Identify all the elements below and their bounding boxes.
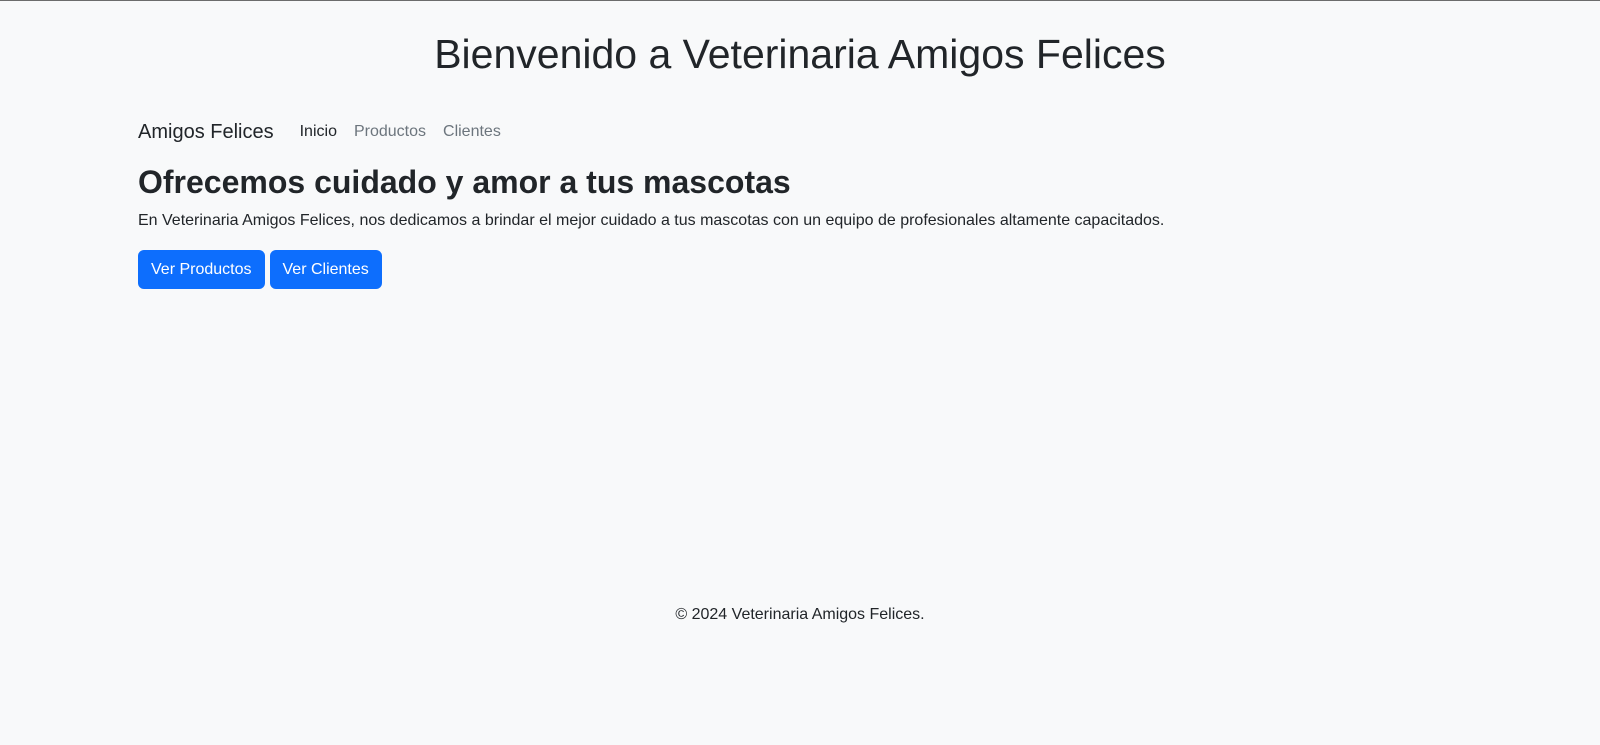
nav-link-productos[interactable]: Productos [353, 123, 427, 140]
hero-buttons [138, 250, 387, 289]
page-title: Bienvenido a Veterinaria Amigos Felices [434, 31, 1166, 77]
hero-title: Ofrecemos cuidado y amor a tus mascotas [138, 164, 791, 200]
hero-description: En Veterinaria Amigos Felices, nos dedicamos a brindar el mejor cuidado a tus mascotas con un equipo de profesionales altamente capacitados. [138, 212, 1165, 229]
nav-link-inicio[interactable]: Inicio [299, 123, 337, 140]
ver-productos-button[interactable]: Ver Productos [138, 250, 265, 289]
navbar-brand[interactable]: Amigos Felices [138, 121, 274, 143]
navbar [138, 117, 518, 147]
footer-copyright: © 2024 Veterinaria Amigos Felices. [675, 606, 925, 623]
nav-link-clientes[interactable]: Clientes [443, 123, 501, 140]
ver-clientes-button[interactable]: Ver Clientes [270, 250, 382, 289]
